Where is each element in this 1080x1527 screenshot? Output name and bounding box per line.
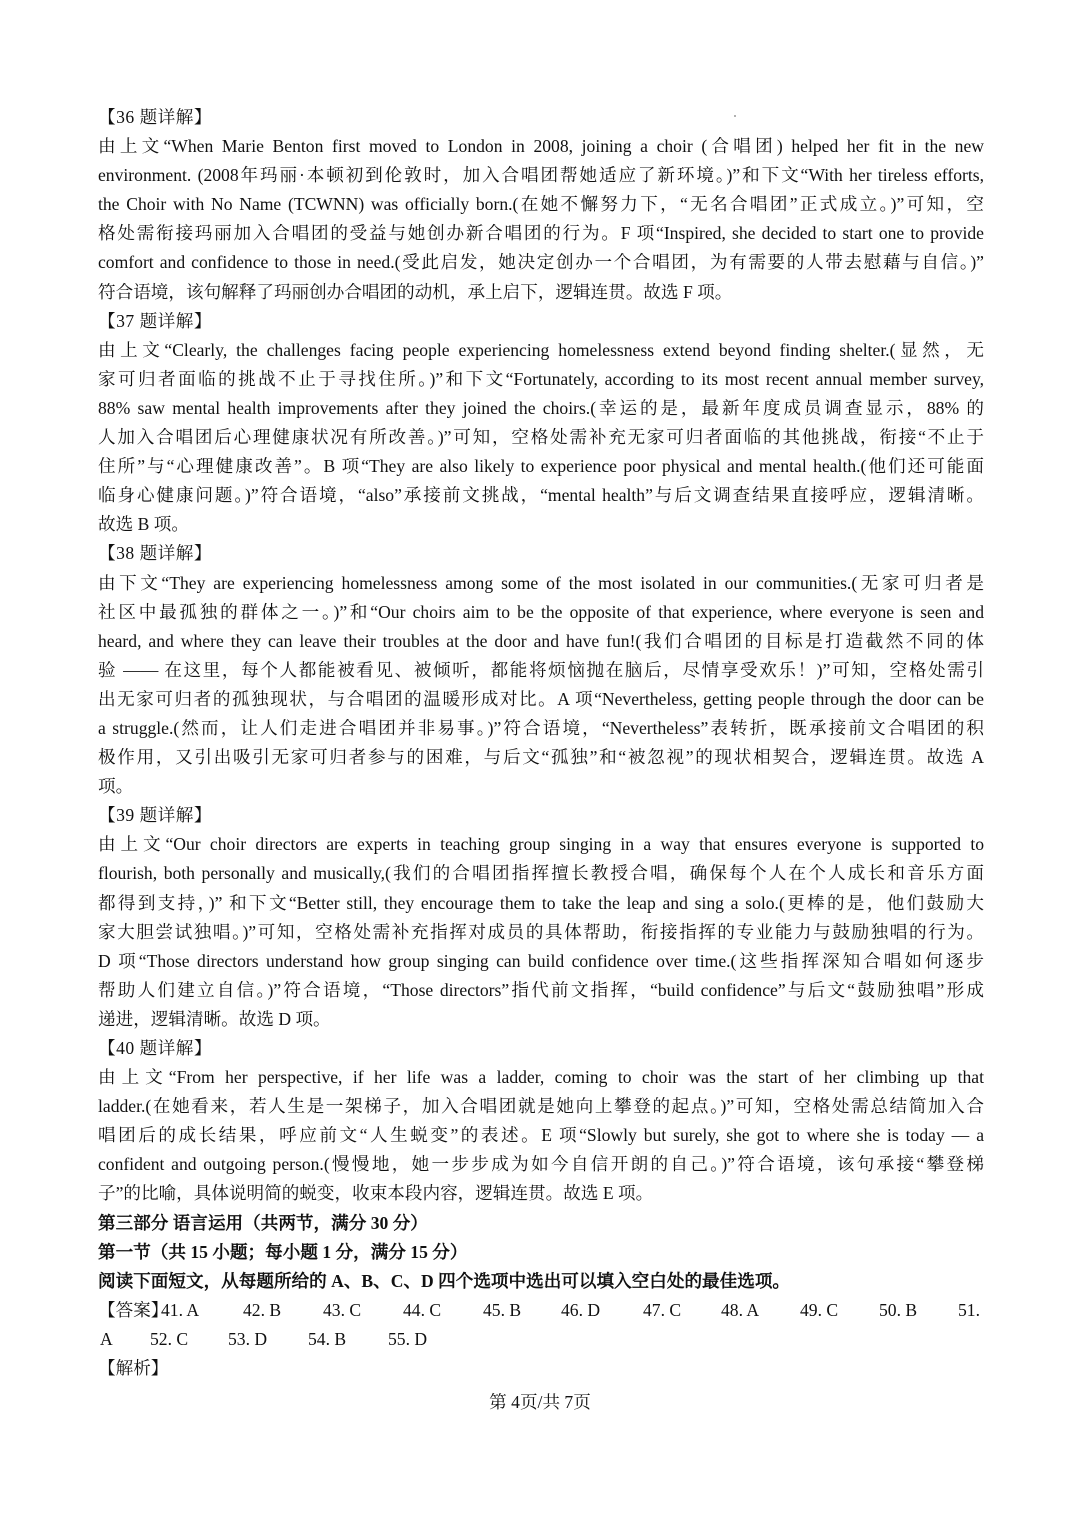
section-instruction: 阅读下面短文，从每题所给的 A、B、C、D 四个选项中选出可以填入空白处的最佳选项。 [98, 1270, 791, 1291]
explanation-line: confident and outgoing person.(慢慢地，她一步步成为如今自信开朗的自己。)”符合语境，该句承接“攀登梯 [98, 1154, 984, 1175]
section-subtitle: 第一节（共 15 小题；每小题 1 分，满分 15 分） [98, 1241, 468, 1262]
analysis-label: 【解析】 [98, 1358, 169, 1379]
answer-51-option: A [100, 1328, 113, 1349]
explanation-line: 验 —— 在这里，每个人都能被看见、被倾听，都能将烦恼抛在脑后，尽情享受欢乐！)”可知，空格处需引 [98, 659, 984, 680]
answer-42: 42. B [243, 1299, 282, 1320]
explanation-heading: 【36 题详解】 [98, 107, 212, 127]
explanation-line: 由上文“When Marie Benton first moved to London in 2008, joining a choir (合唱团) helped her fit in the new [98, 136, 984, 157]
explanation-heading: 【40 题详解】 [98, 1038, 212, 1058]
explanation-line: 递进，逻辑清晰。故选 D 项。 [98, 1008, 331, 1029]
explanation-line: 家大胆尝试独唱。)”可知，空格处需补充指挥对成员的具体帮助，衔接指挥的专业能力与鼓励独唱的行为。 [98, 921, 984, 942]
answer-row-1 [98, 1296, 984, 1325]
explanation-line: 出无家可归者的孤独现状，与合唱团的温暖形成对比。A 项“Nevertheless, getting people through the door can be [98, 688, 984, 709]
explanation-line: 由下文“They are experiencing homelessness among some of the most isolated in our communities.(无家可归者是 [98, 572, 984, 593]
page-footer: 第 4页/共 7页 [489, 1392, 591, 1412]
explanation-line: the Choir with No Name (TCWNN) was officially born.(在她不懈努力下，“无名合唱团”正式成立。)”可知，空 [98, 194, 984, 215]
explanation-line: 帮助人们建立自信。)”符合语境，“Those directors”指代前文指挥，“build confidence”与后文“鼓励独唱”形成 [98, 979, 984, 1000]
answer-43: 43. C [323, 1299, 362, 1320]
part-title: 第三部分 语言运用（共两节，满分 30 分） [98, 1212, 428, 1233]
answer-54: 54. B [308, 1328, 347, 1349]
explanation-line: ladder.(在她看来，若人生是一架梯子，加入合唱团就是她向上攀登的起点。)”可知，空格处需总结简加入合 [98, 1096, 984, 1117]
answer-41: 41. A [161, 1299, 200, 1320]
explanation-line: 88% saw mental health improvements after they joined the choirs.(幸运的是，最新年度成员调查显示，88% 的 [98, 397, 984, 418]
explanation-line: 格处需衔接玛丽加入合唱团的受益与她创办新合唱团的行为。F 项“Inspired, she decided to start one to provide [98, 223, 984, 244]
explanation-line: 都得到支持，)” 和下文“Better still, they encourage them to take the leap and sing a solo.(更棒的是，他们鼓励大 [98, 892, 984, 913]
answer-50: 50. B [879, 1299, 918, 1320]
explanation-line: 人加入合唱团后心理健康状况有所改善。)”可知，空格处需补充无家可归者面临的其他挑战，衔接“不止于 [98, 427, 984, 448]
answer-45: 45. B [483, 1299, 522, 1320]
explanation-heading: 【37 题详解】 [98, 310, 212, 331]
explanation-line: 家可归者面临的挑战不止于寻找住所。)”和下文“Fortunately, according to its most recent annual member survey, [98, 368, 984, 389]
answer-label: 【答案】 [98, 1299, 169, 1320]
answer-48: 48. A [721, 1299, 760, 1320]
answer-52: 52. C [150, 1328, 189, 1349]
explanation-blocks [98, 103, 984, 1209]
explanation-line: 由上文“Our choir directors are experts in teaching group singing in a way that ensures everyone is supported to [98, 834, 984, 855]
explanation-line: 由上文“Clearly, the challenges facing people experiencing homelessness extend beyond finding shelter.(显然，无 [98, 339, 984, 360]
explanation-line: environment. (2008年玛丽·本顿初到伦敦时，加入合唱团帮她适应了新环境。)”和下文“With her tireless efforts, [98, 165, 984, 186]
explanation-line: 社区中最孤独的群体之一。)”和“Our choirs aim to be the opposite of that experience, where everyone is seen and [98, 601, 984, 622]
answer-49: 49. C [800, 1299, 839, 1320]
answer-53: 53. D [228, 1328, 268, 1349]
explanation-line: 住所”与“心理健康改善”。B 项“They are also likely to experience poor physical and mental health.(他们还可能面 [98, 456, 984, 477]
explanation-heading: 【38 题详解】 [98, 543, 212, 564]
explanation-line: 项。 [98, 776, 134, 797]
explanation-line: heard, and where they can leave their troubles at the door and have fun!(我们合唱团的目标是打造截然不同的体 [98, 630, 984, 651]
explanation-line: a struggle.(然而，让人们走进合唱团并非易事。)”符合语境，“Nevertheless”表转折，既承接前文合唱团的积 [98, 717, 984, 738]
explanation-line: 极作用，又引出吸引无家可归者参与的困难，与后文“孤独”和“被忽视”的现状相契合，逻辑连贯。故选 A [98, 747, 984, 768]
explanation-line: 故选 B 项。 [98, 514, 189, 535]
explanation-line: flourish, both personally and musically,(我们的合唱团指挥擅长教授合唱，确保每个人在个人成长和音乐方面 [98, 863, 984, 884]
answer-51: 51. [958, 1299, 980, 1320]
explanation-heading: 【39 题详解】 [98, 805, 212, 826]
answer-44: 44. C [403, 1299, 442, 1320]
explanation-line: 子”的比喻，具体说明简的蜕变，收束本段内容，逻辑连贯。故选 E 项。 [98, 1183, 654, 1204]
explanation-line: 符合语境，该句解释了玛丽创办合唱团的动机，承上启下，逻辑连贯。故选 F 项。 [98, 281, 733, 302]
answer-row-2 [98, 1325, 984, 1354]
explanation-line: 临身心健康问题。)”符合语境，“also”承接前文挑战，“mental health”与后文调查结果直接呼应，逻辑清晰。 [98, 485, 984, 506]
document-body [98, 103, 984, 1383]
explanation-line: comfort and confidence to those in need.(受此启发，她决定创办一个合唱团，为有需要的人带去慰藉与自信。)” [98, 252, 984, 273]
answer-47: 47. C [643, 1299, 682, 1320]
answer-55: 55. D [388, 1328, 428, 1349]
explanation-line: 唱团后的成长结果，呼应前文“人生蜕变”的表述。E 项“Slowly but surely, she got to where she is today — a [98, 1125, 985, 1146]
explanation-line: D 项“Those directors understand how group singing can build confidence over time.(这些指挥深知合唱如何逐步 [98, 950, 984, 971]
answer-46: 46. D [561, 1299, 601, 1320]
explanation-line: 由上文“From her perspective, if her life was a ladder, coming to choir was the start of her climbing up that [98, 1067, 984, 1088]
